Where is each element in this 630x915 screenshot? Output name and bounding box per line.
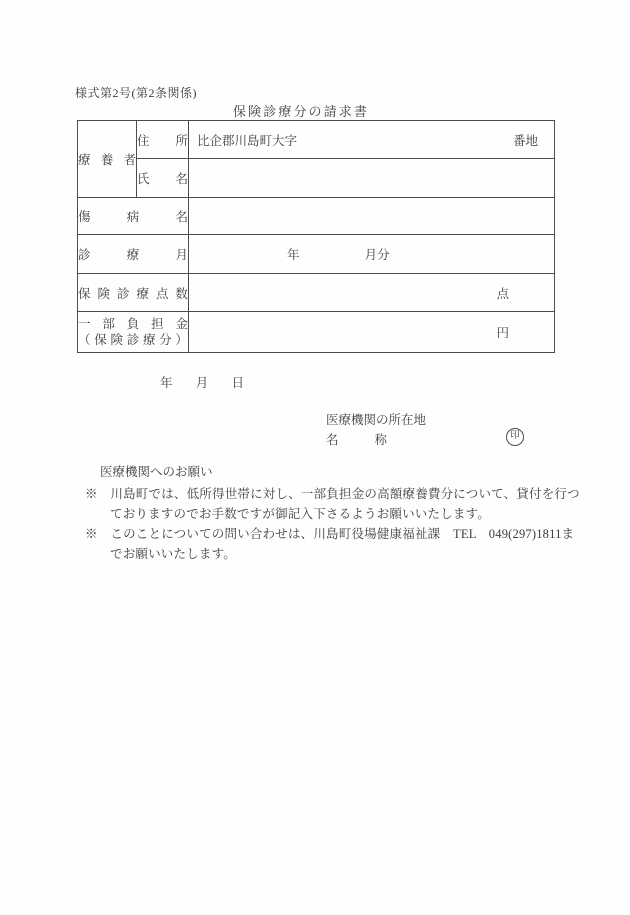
copayment-label-cell: [78, 312, 189, 353]
table-row-disease: [78, 198, 555, 235]
note-2-line-2: でお願いいたします。: [110, 547, 237, 561]
name-value-cell: [189, 159, 555, 198]
name-label: 氏 名: [137, 172, 188, 186]
month-label: 月分: [364, 248, 390, 262]
address-label: 住 所: [137, 133, 188, 148]
disease-label-cell: [78, 198, 189, 235]
seal-stamp-icon: 印: [506, 428, 524, 446]
table-row-name: [78, 159, 555, 198]
year-label: 年: [287, 248, 300, 262]
copayment-value-cell: [189, 312, 555, 353]
table-row-insurance-points: [78, 274, 555, 312]
form-code: 様式第2号(第2条関係): [75, 86, 197, 100]
note-1-line-1: ※ 川島町では、低所得世帯に対し、一部負担金の高額療養費分について、貸付を行つ: [85, 487, 580, 501]
insurance-points-value-cell: [189, 274, 555, 312]
insurance-points-label-cell: [78, 274, 189, 312]
disease-label: 傷 病 名: [78, 210, 188, 224]
table-row-copayment: [78, 312, 555, 353]
treatment-month-label-cell: [78, 235, 189, 274]
treatment-month-label: 診 療 月: [78, 248, 188, 262]
notes-heading: 医療機関へのお願い: [100, 465, 213, 479]
page-title: 保 険 診 療 分 の 請 求 書: [233, 104, 367, 119]
issuer-name-label: 名 称: [326, 433, 387, 447]
table-row-treatment-month: [78, 235, 555, 274]
address-label-cell: [137, 121, 189, 159]
issuer-location-label: 医療機関の所在地: [326, 413, 427, 427]
patient-label-cell: [78, 121, 137, 198]
copayment-label-line1: 一 部 負 担 金: [78, 317, 188, 331]
insurance-points-label: 保 険 診 療 点 数: [78, 286, 188, 301]
name-label-cell: [137, 159, 189, 198]
address-suffix: 番地: [512, 133, 538, 148]
address-value: 比企郡川島町大字: [197, 133, 298, 148]
address-value-cell: [189, 121, 555, 159]
disease-value-cell: [189, 198, 555, 235]
copayment-label-line2: （ 保 険 診 療 分 ）: [78, 333, 188, 347]
note-1-line-2: ておりますのでお手数ですが御記入下さるようお願いいたします。: [110, 507, 491, 521]
date-line: 年 月 日: [160, 376, 244, 390]
note-2-line-1: ※ このことについての問い合わせは、川島町役場健康福祉課 TEL 049(297)1811ま: [85, 527, 575, 541]
table-row-address: [78, 121, 555, 159]
treatment-month-value-cell: [189, 235, 555, 274]
copayment-unit: 円: [496, 326, 509, 340]
patient-label: 療 養 者: [78, 153, 136, 167]
claim-table: [77, 120, 555, 353]
points-unit: 点: [496, 286, 509, 301]
